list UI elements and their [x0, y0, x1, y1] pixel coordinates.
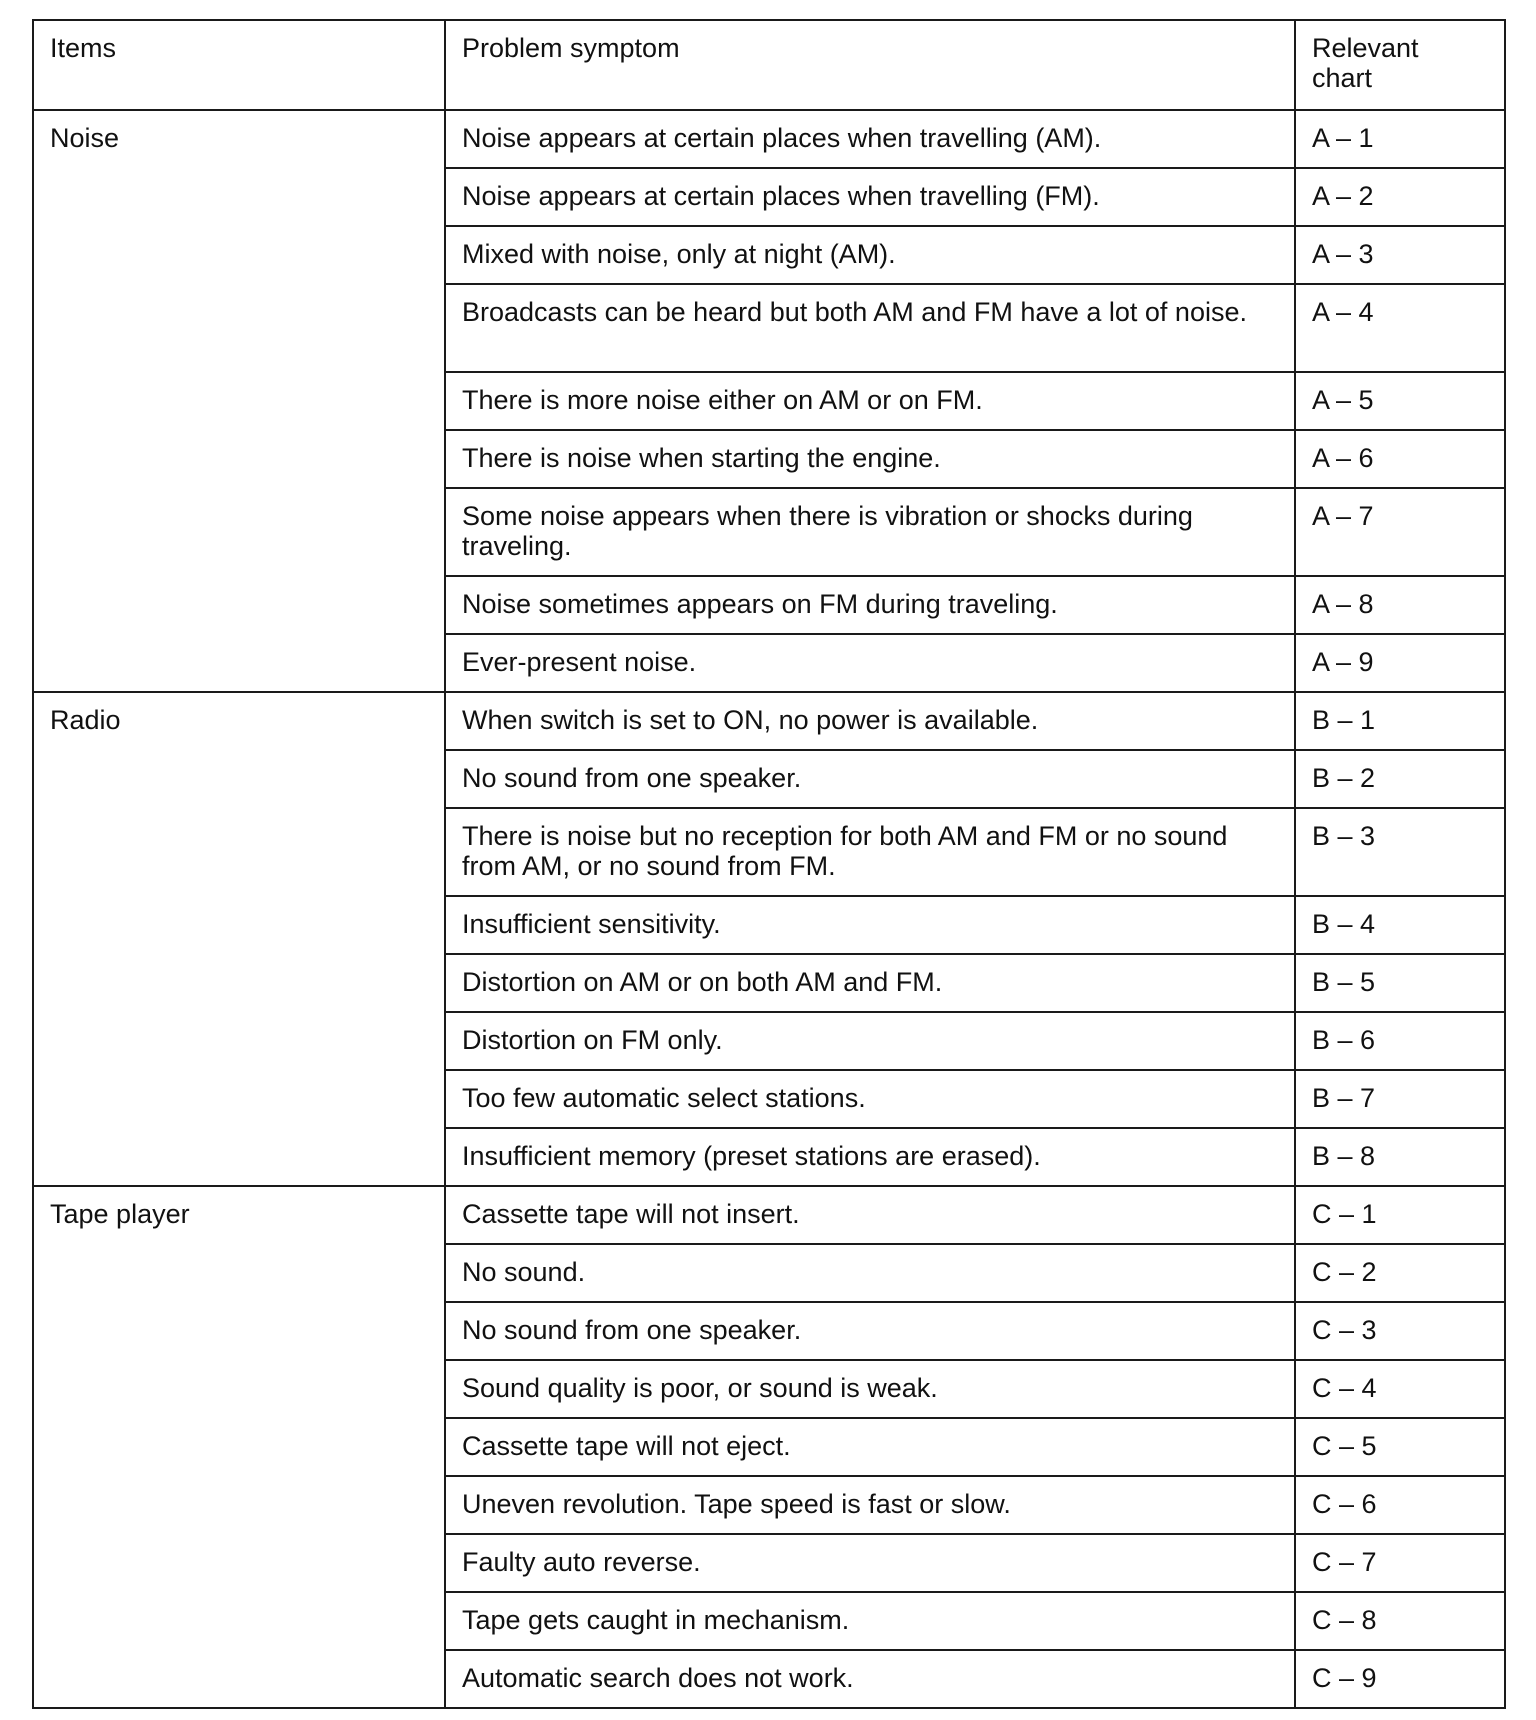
troubleshooting-table [32, 19, 1506, 1709]
chart-ref-cell: B – 2 [1295, 750, 1505, 808]
chart-ref-cell: A – 3 [1295, 226, 1505, 284]
chart-ref-cell: C – 7 [1295, 1534, 1505, 1592]
chart-ref-cell: C – 2 [1295, 1244, 1505, 1302]
chart-ref-cell: C – 1 [1295, 1186, 1505, 1244]
symptom-cell: Uneven revolution. Tape speed is fast or slow. [445, 1476, 1295, 1534]
chart-ref-cell: B – 1 [1295, 692, 1505, 750]
header-items: Items [33, 20, 445, 110]
header-problem-symptom: Problem symptom [445, 20, 1295, 110]
symptom-cell: Automatic search does not work. [445, 1650, 1295, 1708]
chart-ref-cell: C – 6 [1295, 1476, 1505, 1534]
chart-ref-cell: A – 4 [1295, 284, 1505, 372]
symptom-cell: No sound from one speaker. [445, 1302, 1295, 1360]
chart-ref-cell: B – 7 [1295, 1070, 1505, 1128]
symptom-cell: No sound. [445, 1244, 1295, 1302]
table-row [33, 1186, 1505, 1244]
chart-ref-cell: A – 7 [1295, 488, 1505, 576]
symptom-cell: Distortion on AM or on both AM and FM. [445, 954, 1295, 1012]
item-cell-radio: Radio [33, 692, 445, 1186]
chart-ref-cell: A – 5 [1295, 372, 1505, 430]
symptom-cell: Noise sometimes appears on FM during traveling. [445, 576, 1295, 634]
symptom-cell: When switch is set to ON, no power is available. [445, 692, 1295, 750]
chart-ref-cell: A – 2 [1295, 168, 1505, 226]
symptom-cell: There is noise when starting the engine. [445, 430, 1295, 488]
symptom-cell: There is noise but no reception for both AM and FM or no sound from AM, or no sound from FM. [445, 808, 1295, 896]
symptom-cell: Broadcasts can be heard but both AM and FM have a lot of noise. [445, 284, 1295, 372]
chart-ref-cell: B – 5 [1295, 954, 1505, 1012]
chart-ref-cell: C – 9 [1295, 1650, 1505, 1708]
symptom-cell: Noise appears at certain places when travelling (FM). [445, 168, 1295, 226]
symptom-cell: Some noise appears when there is vibration or shocks during traveling. [445, 488, 1295, 576]
symptom-cell: There is more noise either on AM or on FM. [445, 372, 1295, 430]
item-cell-tape-player: Tape player [33, 1186, 445, 1708]
chart-ref-cell: C – 3 [1295, 1302, 1505, 1360]
symptom-cell: Sound quality is poor, or sound is weak. [445, 1360, 1295, 1418]
header-relevant-chart [1295, 20, 1505, 110]
chart-ref-cell: B – 3 [1295, 808, 1505, 896]
chart-ref-cell: B – 6 [1295, 1012, 1505, 1070]
chart-ref-cell: C – 5 [1295, 1418, 1505, 1476]
symptom-cell: No sound from one speaker. [445, 750, 1295, 808]
troubleshooting-table-wrapper [32, 19, 1504, 1709]
table-row [33, 110, 1505, 168]
chart-ref-cell: B – 4 [1295, 896, 1505, 954]
symptom-cell: Tape gets caught in mechanism. [445, 1592, 1295, 1650]
table-row [33, 692, 1505, 750]
symptom-cell: Insufficient sensitivity. [445, 896, 1295, 954]
symptom-cell: Noise appears at certain places when travelling (AM). [445, 110, 1295, 168]
symptom-cell: Cassette tape will not insert. [445, 1186, 1295, 1244]
symptom-cell: Mixed with noise, only at night (AM). [445, 226, 1295, 284]
symptom-cell: Cassette tape will not eject. [445, 1418, 1295, 1476]
symptom-cell: Distortion on FM only. [445, 1012, 1295, 1070]
header-relevant-chart-line1: Relevant [1312, 33, 1419, 63]
table-body [33, 110, 1505, 1708]
symptom-cell: Insufficient memory (preset stations are erased). [445, 1128, 1295, 1186]
symptom-cell: Too few automatic select stations. [445, 1070, 1295, 1128]
symptom-cell: Faulty auto reverse. [445, 1534, 1295, 1592]
symptom-cell: Ever-present noise. [445, 634, 1295, 692]
header-relevant-chart-line2: chart [1312, 63, 1373, 93]
table-header-row [33, 20, 1505, 110]
chart-ref-cell: C – 8 [1295, 1592, 1505, 1650]
chart-ref-cell: A – 8 [1295, 576, 1505, 634]
item-cell-noise: Noise [33, 110, 445, 692]
chart-ref-cell: A – 1 [1295, 110, 1505, 168]
chart-ref-cell: C – 4 [1295, 1360, 1505, 1418]
chart-ref-cell: B – 8 [1295, 1128, 1505, 1186]
chart-ref-cell: A – 6 [1295, 430, 1505, 488]
chart-ref-cell: A – 9 [1295, 634, 1505, 692]
